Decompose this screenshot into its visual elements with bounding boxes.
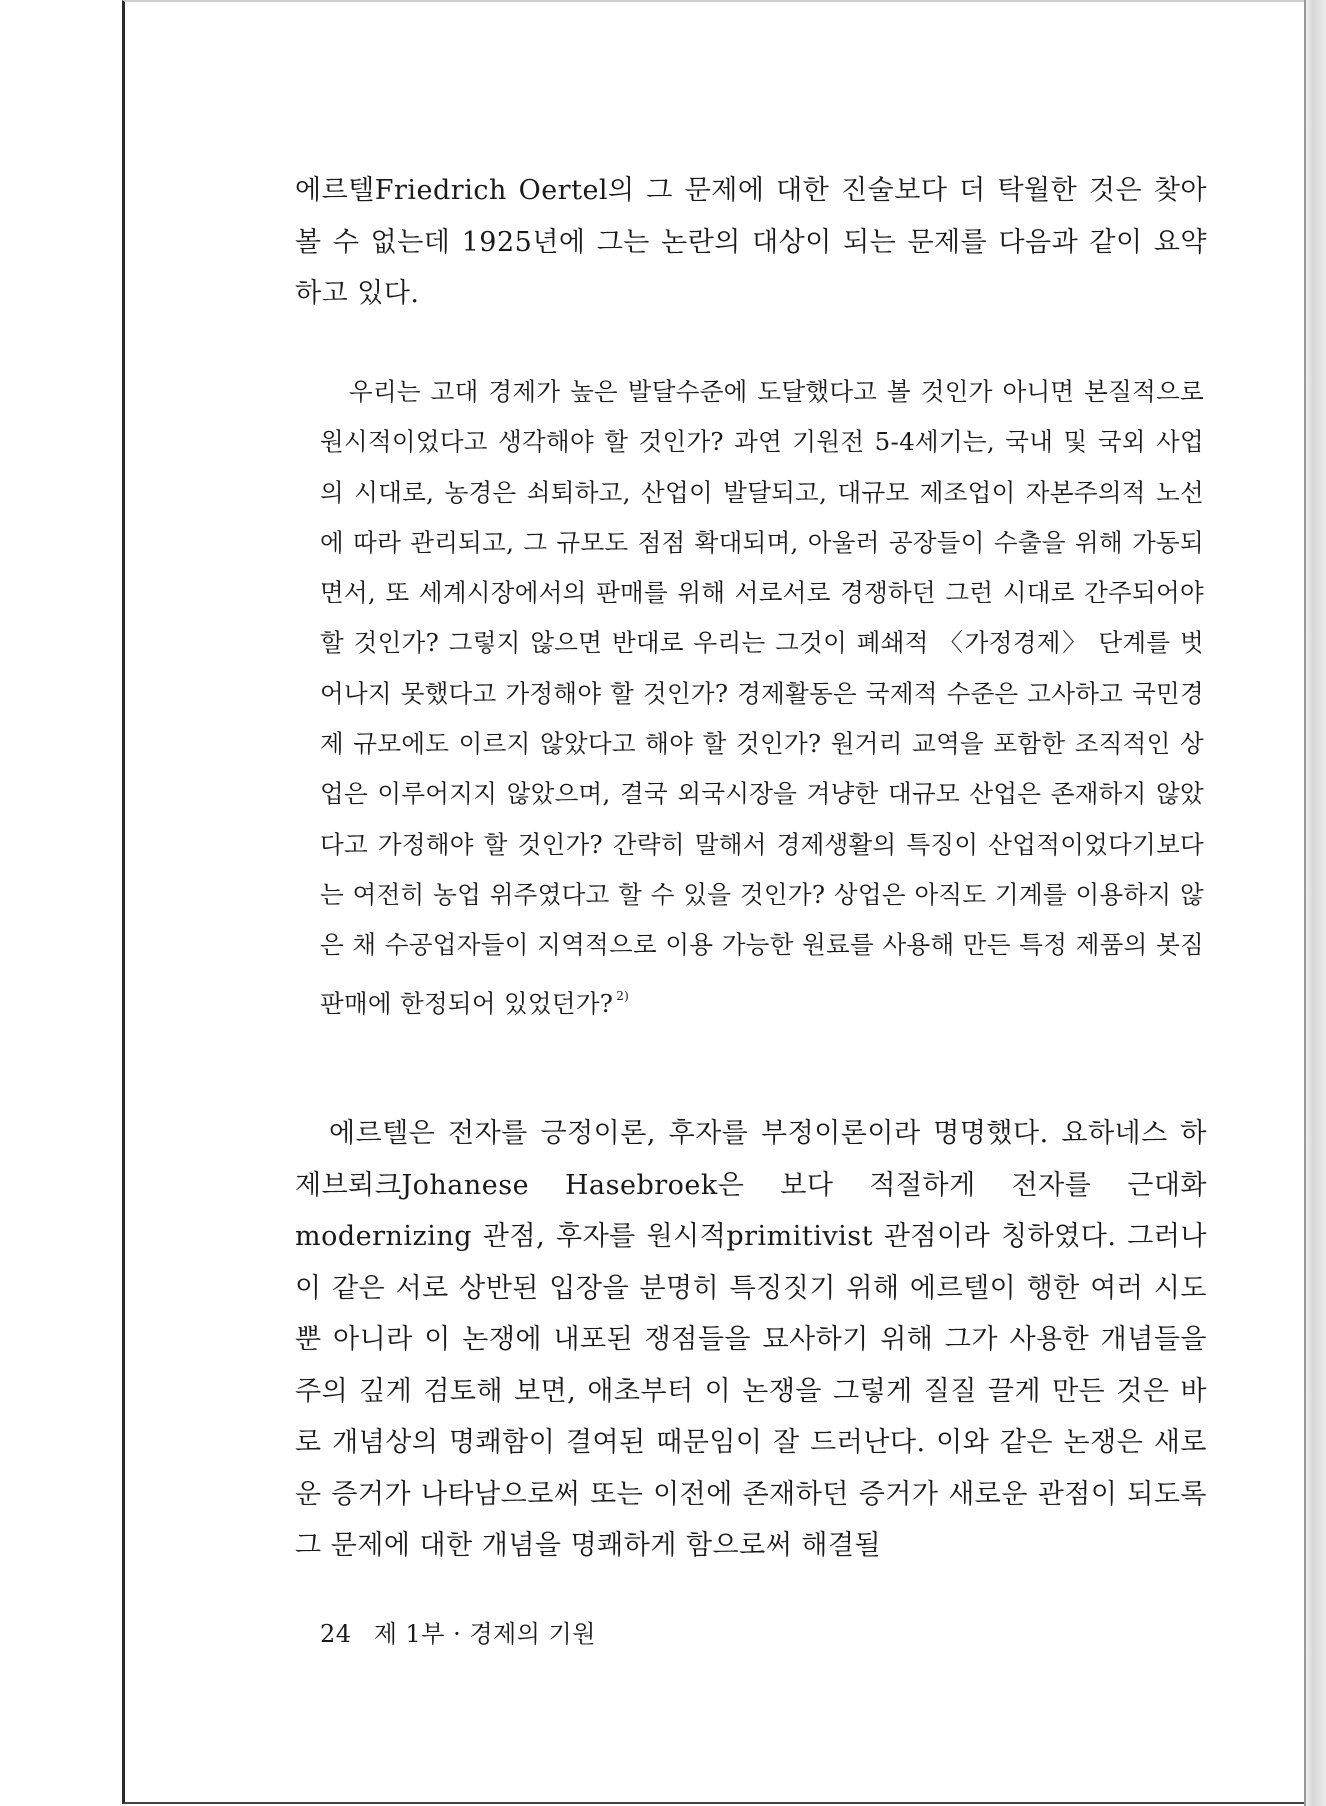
page-edge bbox=[1304, 0, 1326, 1806]
body-paragraph-1: 에르텔Friedrich Oertel의 그 문제에 대한 진술보다 더 탁월한 것은 찾아 볼 수 없는데 1925년에 그는 논란의 대상이 되는 문제를 다음과 같이 요약하고 있다. bbox=[295, 175, 1207, 309]
body-paragraph-2: 에르텔은 전자를 긍정이론, 후자를 부정이론이라 명명했다. 요하네스 하제브뢰크Johanese Hasebroek은 보다 적절하게 전자를 근대화modernizing 관점, 후자를 원시적primitivist 관점이라 칭하였다. 그러나 이 같은 서로 상반된 입장을 분명히 특징짓기 위해 에르텔이 행한 여러 시도뿐 아니라 이 논쟁에 내포된 쟁점들을 묘사하기 위해 그가 사용한 개념들을 주의 깊게 검토해 보면, 애초부터 이 논쟁을 그렇게 질질 끌게 만든 것은 바로 개념상의 명쾌함이 결여된 때문임이 잘 드러난다. 이와 같은 논쟁은 새로운 증거가 나타남으로써 또는 이전에 존재하던 증거가 새로운 관점이 되도록 그 문제에 대한 개념을 명쾌하게 함으로써 해결될 bbox=[295, 1118, 1207, 1561]
page-number: 24 bbox=[320, 1620, 352, 1648]
footnote-marker: 2) bbox=[616, 988, 630, 1003]
section-title: 제 1부 · 경제의 기원 bbox=[373, 1620, 596, 1648]
page-footer bbox=[320, 1614, 596, 1649]
block-quote bbox=[320, 367, 1204, 1029]
block-quote-text: 우리는 고대 경제가 높은 발달수준에 도달했다고 볼 것인가 아니면 본질적으로 원시적이었다고 생각해야 할 것인가? 과연 기원전 5-4세기는, 국내 및 국외 사업의 시대로, 농경은 쇠퇴하고, 산업이 발달되고, 대규모 제조업이 자본주의적 노선에 따라 관리되고, 그 규모도 점점 확대되며, 아울러 공장들이 수출을 위해 가동되면서, 또 세계시장에서의 판매를 위해 서로서로 경쟁하던 그런 시대로 간주되어야 할 것인가? 그렇지 않으면 반대로 우리는 그것이 폐쇄적 〈가정경제〉 단계를 벗어나지 못했다고 가정해야 할 것인가? 경제활동은 국제적 수준은 고사하고 국민경제 규모에도 이르지 않았다고 해야 할 것인가? 원거리 교역을 포함한 조직적인 상업은 이루어지지 않았으며, 결국 외국시장을 겨냥한 대규모 산업은 존재하지 않았다고 가정해야 할 것인가? 간략히 말해서 경제생활의 특징이 산업적이었다기보다는 여전히 농업 위주였다고 할 수 있을 것인가? 상업은 아직도 기계를 이용하지 않은 채 수공업자들이 지역적으로 이용 가능한 원료를 사용해 만든 특정 제품의 봇짐판매에 한정되어 있었던가? bbox=[320, 377, 1204, 1018]
page-edge-line bbox=[1304, 0, 1306, 1806]
